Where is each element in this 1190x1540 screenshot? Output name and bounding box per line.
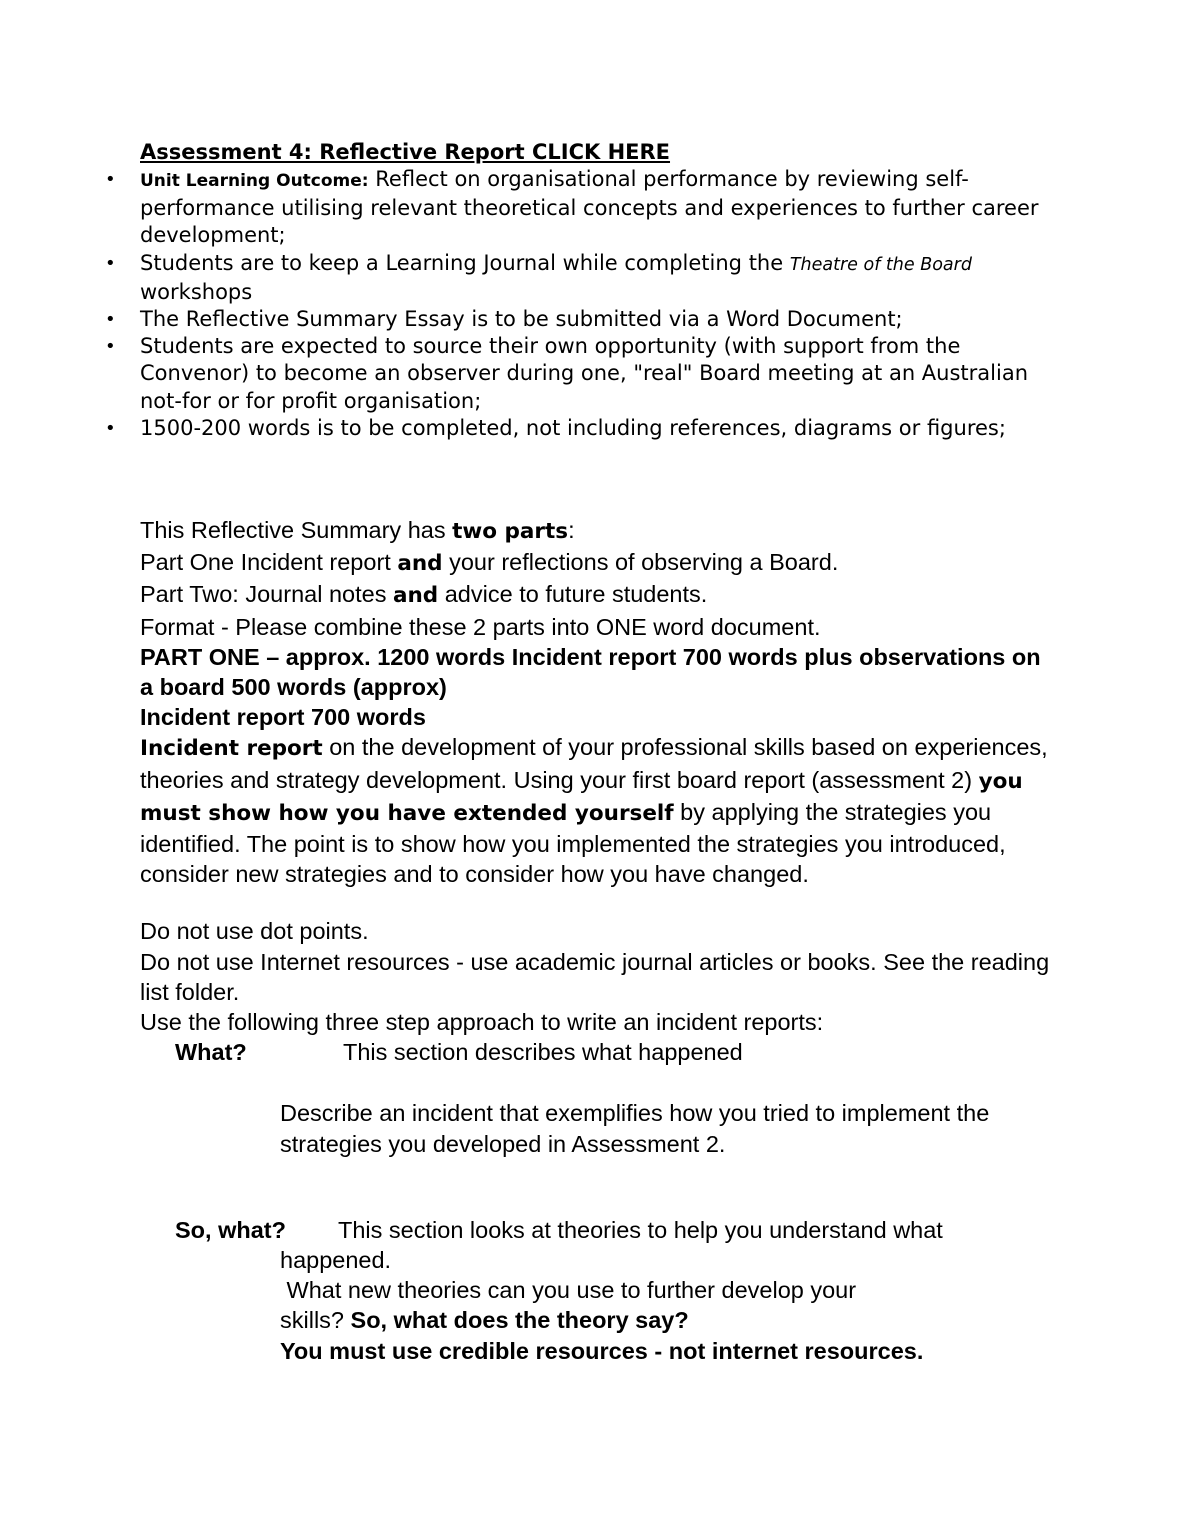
part-two-bold: and [392,583,439,609]
extend-bold: you must show how you have extended yourself [140,768,1023,826]
sowhat-question-cont [280,1305,1060,1335]
format-line: Format - Please combine these 2 parts into ONE word document. [140,613,821,640]
skills-text: skills? [280,1307,351,1334]
what-detail: Describe an incident that exemplifies how you tried to implement the strategies you developed in Assessment 2. [280,1100,990,1157]
journal-tail: workshops [140,279,253,304]
list-item [105,166,1070,250]
intro-colon: : [568,517,575,543]
opportunity-text: Students are expected to source their own opportunity (with support from the Convenor) to become an observer during one, "real" Board meeting at an Australian not-for or for profit organisation; [140,334,1029,413]
part-one-bold: and [397,551,443,577]
assessment-title-link[interactable]: Assessment 4: Reflective Report CLICK HERE [140,140,671,164]
intro-text: This Reflective Summary has [140,517,453,543]
spacer [140,1067,1060,1098]
summary-intro [140,515,1060,547]
sowhat-question: What new theories can you use to further develop your [280,1277,857,1304]
summary-section [140,515,1060,1366]
three-step-intro: Use the following three step approach to write an incident reports: [140,1009,824,1036]
incident-paragraph [140,732,1060,889]
list-item [105,415,1070,442]
part-one-tail: your reflections of observing a Board. [442,549,839,576]
bullet-icon: • [105,336,116,358]
incident-heading: Incident report 700 words [140,704,426,731]
intro-bold: two parts [452,519,569,544]
workshop-name: Theatre of the Board [789,254,972,275]
ulo-label: Unit Learning Outcome: [140,171,369,191]
incident-text-tail: by applying the strategies you identified. The point is to show how you implemented the strategies you introduced, consider new strategies and to consider how you have changed. [140,798,1006,888]
list-item [105,306,1070,333]
list-item [105,333,1070,415]
part-two-line [140,579,1060,611]
incident-text: on the development of your professional skills based on experiences, theories and strategy development. Using your first board report (assessment 2) [140,734,1048,793]
bullet-icon: • [105,169,116,190]
no-dot-points: Do not use dot points. [140,918,369,945]
bullet-icon: • [105,417,116,439]
bullet-icon: • [105,309,116,331]
ulo-text: Reflect on organisational performance by reviewing self-performance utilising relevant theoretical concepts and experiences to further career development; [140,167,1039,248]
credible-warning: You must use credible resources - not internet resources. [280,1337,924,1364]
sowhat-label: So, what? [175,1216,286,1243]
incident-bold: Incident report [140,736,323,762]
spacer [140,1159,1060,1215]
what-label: What? [175,1039,247,1066]
word-count-text: 1500-200 words is to be completed, not including references, diagrams or figures; [140,415,1006,440]
theory-question: So, what does the theory say? [350,1307,689,1334]
sowhat-row [140,1215,1060,1245]
what-row [140,1037,1060,1067]
submission-text: The Reflective Summary Essay is to be submitted via a Word Document; [140,307,903,332]
what-desc: This section describes what happened [343,1039,743,1066]
part-two-text: Part Two: Journal notes [140,581,393,608]
list-item [105,250,1070,306]
part-one-line [140,547,1060,579]
no-internet: Do not use Internet resources - use academic journal articles or books. See the reading list folder. [140,948,1050,1005]
requirements-list [105,166,1070,442]
bullet-icon: • [105,252,116,274]
part-one-text: Part One Incident report [140,549,398,576]
sowhat-desc: This section looks at theories to help you understand what [338,1216,943,1243]
journal-text: Students are to keep a Learning Journal while completing the [140,250,790,275]
sowhat-desc-cont: happened. [280,1247,392,1274]
part-two-tail: advice to future students. [438,581,708,608]
spacer [140,889,1060,916]
part-one-heading: PART ONE – approx. 1200 words Incident report 700 words plus observations on a board 500 words (approx) [140,643,1041,701]
